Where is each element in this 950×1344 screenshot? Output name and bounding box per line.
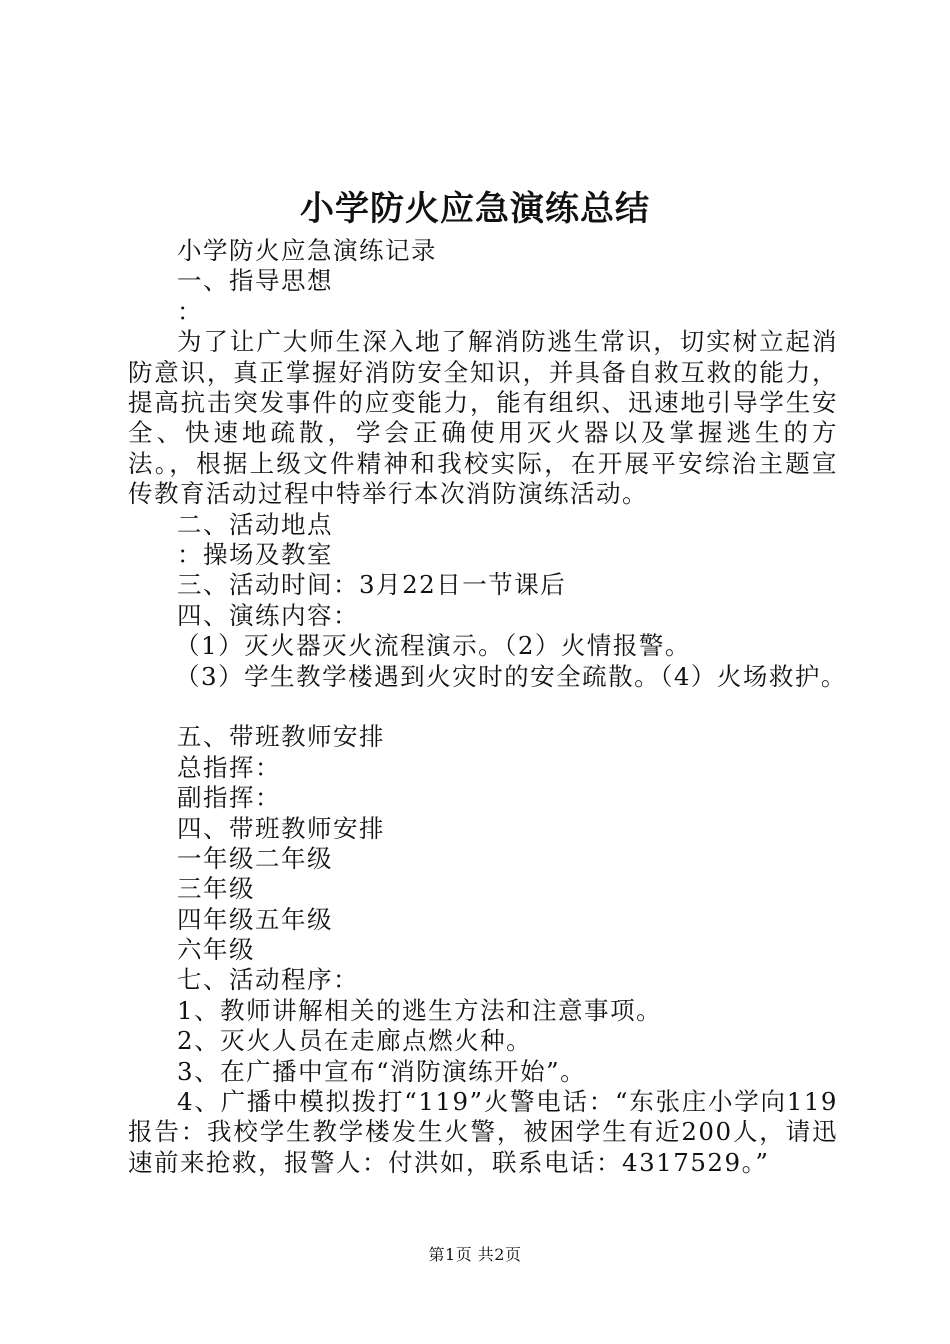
procedure-step-4: 4、广播中模拟拨打“119”火警电话：“东张庄小学向119报告：我校学生教学楼发生火警，被困学生有近200人，请迅速前来抢救，报警人：付洪如，联系电话：4317529。” xyxy=(128,1087,838,1177)
blank-line xyxy=(128,692,838,722)
procedure-step-2: 2、灭火人员在走廊点燃火种。 xyxy=(177,1026,533,1056)
colon-line: ： xyxy=(177,296,203,326)
section-teacher-arrangement-heading: 五、带班教师安排 xyxy=(177,722,385,752)
procedure-step-3: 3、在广播中宣布“消防演练开始”。 xyxy=(177,1056,587,1086)
content-item-3-4: （3）学生教学楼遇到火灾时的安全疏散。（4）火场救护。 xyxy=(175,661,847,691)
grade-one-two: 一年级二年级 xyxy=(177,843,333,873)
section-procedure-heading: 七、活动程序： xyxy=(177,965,359,995)
section-location-heading: 二、活动地点 xyxy=(177,509,333,539)
section-teacher-arrangement-heading-2: 四、带班教师安排 xyxy=(177,813,385,843)
paragraph-purpose: 为了让广大师生深入地了解消防逃生常识，切实树立起消防意识，真正掌握好消防安全知识，并具备自救互救的能力，提高抗击突发事件的应变能力，能有组织、迅速地引导学生安全、快速地疏散，学会正确使用灭火器以及掌握逃生的方法。，根据上级文件精神和我校实际，在开展平安综治主题宣传教育活动过程中特举行本次消防演练活动。 xyxy=(128,327,838,509)
page-title: 小学防火应急演练总结 xyxy=(300,189,650,229)
grade-four-five: 四年级五年级 xyxy=(177,904,333,934)
procedure-step-1: 1、教师讲解相关的逃生方法和注意事项。 xyxy=(177,995,663,1025)
grade-six: 六年级 xyxy=(177,935,255,965)
section-guiding-ideas-heading: 一、指导思想 xyxy=(177,266,333,296)
deputy-commander: 副指挥： xyxy=(177,783,281,813)
section-time: 三、活动时间：3月22日一节课后 xyxy=(177,570,567,600)
chief-commander: 总指挥： xyxy=(177,752,281,782)
page-footer: 第1页 共2页 xyxy=(428,1245,522,1264)
record-heading: 小学防火应急演练记录 xyxy=(177,236,437,265)
section-content-heading: 四、演练内容： xyxy=(177,600,359,630)
location-text: ：操场及教室 xyxy=(177,540,333,569)
document-body xyxy=(128,236,847,1178)
content-item-1-2: （1）灭火器灭火流程演示。（2）火情报警。 xyxy=(175,631,691,661)
grade-three: 三年级 xyxy=(177,874,255,904)
